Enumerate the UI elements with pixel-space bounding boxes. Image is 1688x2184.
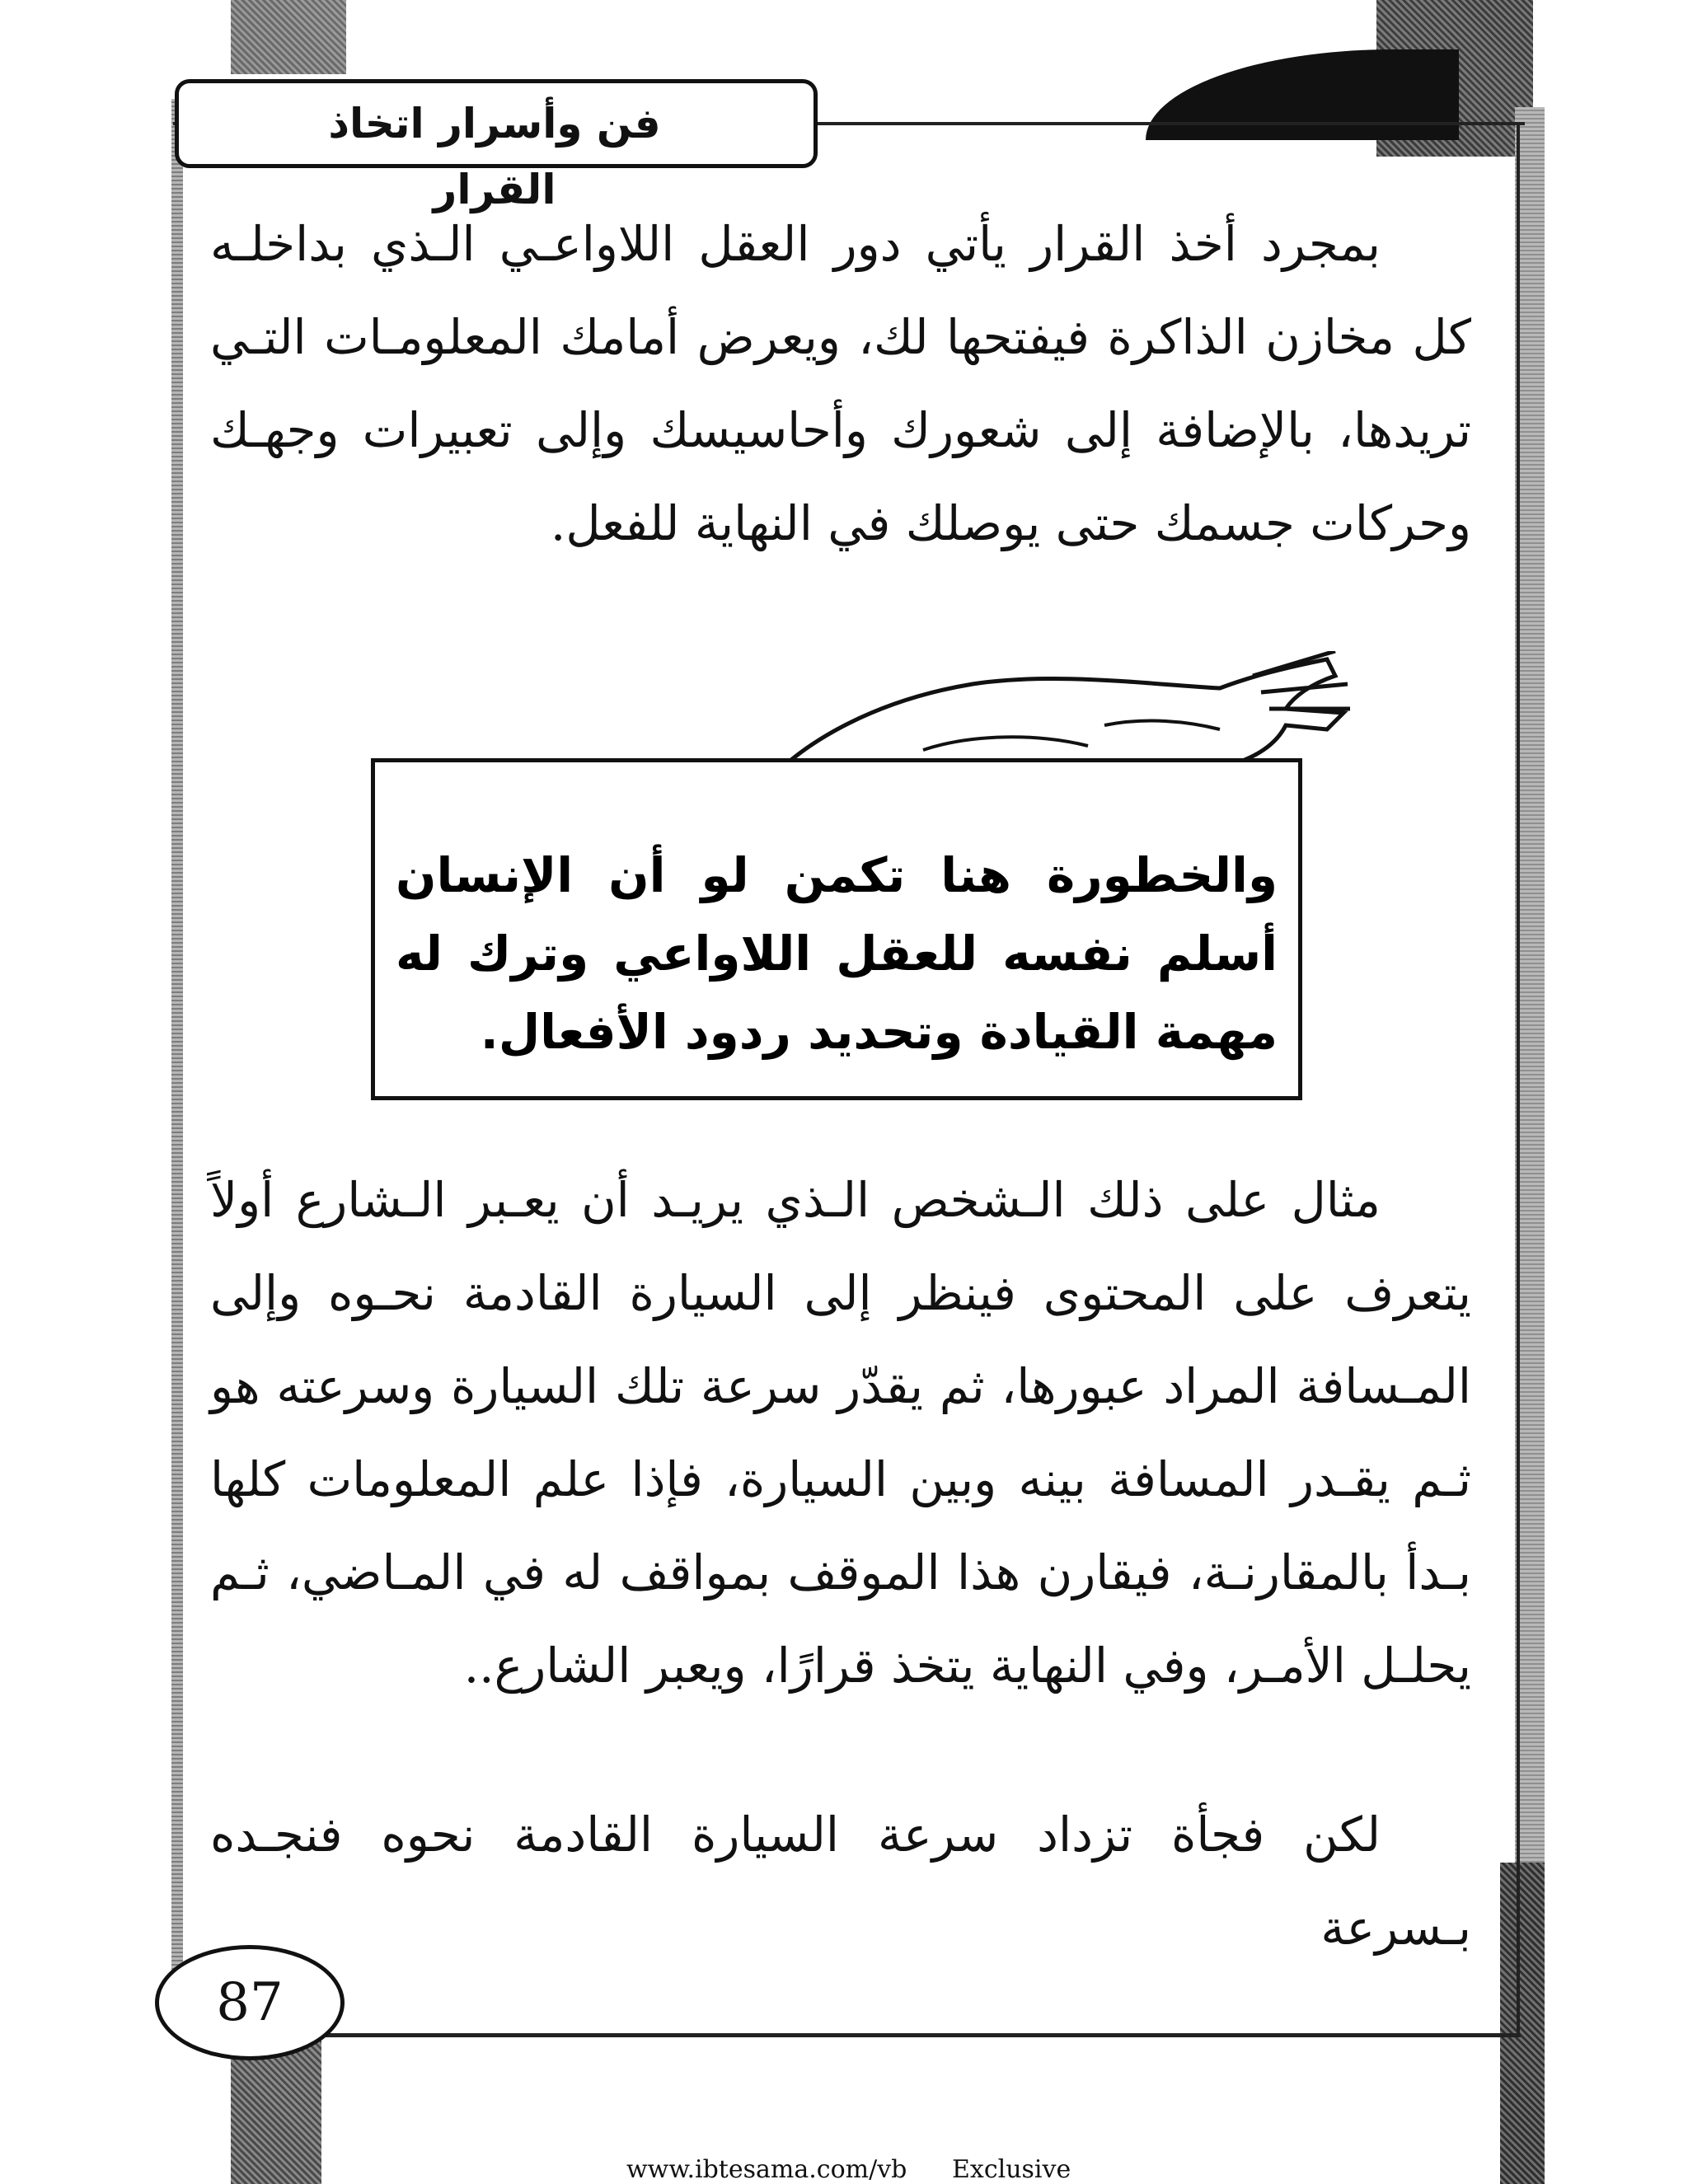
scan-edge-left xyxy=(171,99,183,1994)
scan-edge-bottom-right xyxy=(1500,1863,1545,2184)
callout-text: والخطورة هنا تكمن لو أن الإنسان أسلم نفسه للعقل اللاواعي وترك له مهمة القيادة وتحديد ردود الأفعال. xyxy=(396,847,1278,1060)
paragraph-3-text: لكن فجأة تزداد سرعة السيارة القادمة نحوه فنجـده بـسرعة xyxy=(210,1807,1471,1956)
scan-edge-top-left xyxy=(231,0,346,74)
paragraph-2 xyxy=(210,1154,1471,1713)
header-tab-decoration xyxy=(1146,49,1459,140)
footer-tag: Exclusive xyxy=(952,2155,1071,2184)
footer-url: www.ibtesama.com/vb xyxy=(626,2155,907,2184)
book-title: فن وأسرار اتخاذ القرار xyxy=(328,100,661,213)
paragraph-1 xyxy=(210,198,1471,570)
paragraph-1-text: بمجرد أخذ القرار يأتي دور العقل اللاواعـي الـذي بداخلـه كل مخازن الذاكرة فيفتحها لك، ويعرض أمامك المعلومـات التـي تريدها، بالإضافة إلى شعورك وأحاسيسك وإلى تعبيرات وجهـك وحركات جسمك حتى يوصلك في النهاية للفعل. xyxy=(210,216,1471,551)
paragraph-2-text: مثال على ذلك الـشخص الـذي يريـد أن يعـبر الـشارع أولاً يتعرف على المحتوى فينظر إلى السيارة القادمة نحـوه وإلى المـسافة المراد عبورها، ثم يقدّر سرعة تلك السيارة وسرعته هو ثـم يقـدر المسافة بينه وبين السيارة، فإذا علم المعلومات كلها بـدأ بالمقارنـة، فيقارن هذا الموقف بمواقف له في المـاضي، ثـم يحلـل الأمـر، وفي النهاية يتخذ قرارًا، ويعبر الشارع.. xyxy=(210,1172,1471,1694)
paragraph-3 xyxy=(210,1788,1471,1975)
page-frame-right xyxy=(1517,122,1520,2034)
page-frame-bottom xyxy=(326,2033,1521,2037)
page-number: 87 xyxy=(216,1972,284,2033)
